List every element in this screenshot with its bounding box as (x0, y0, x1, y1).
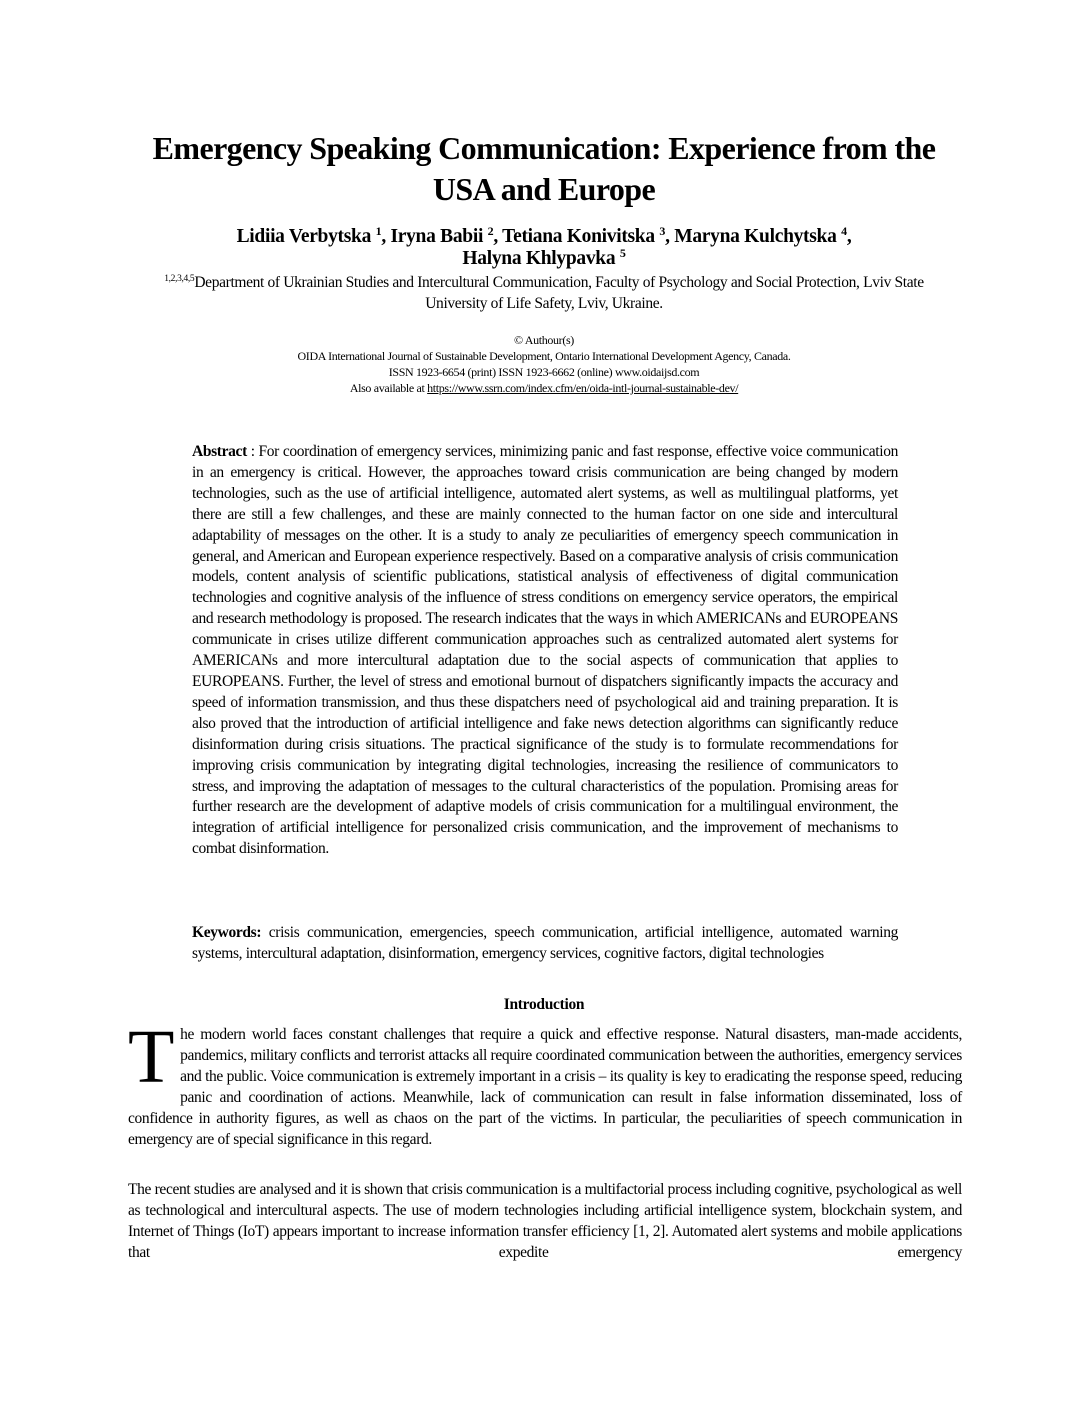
keywords-label: Keywords: (192, 924, 262, 941)
issn-line: ISSN 1923-6654 (print) ISSN 1923-6662 (online) www.oidaijsd.com (388, 365, 700, 379)
affiliation-markers: 1,2,3,4,5 (164, 274, 195, 284)
author: Maryna Kulchytska $^4$, (674, 224, 852, 247)
introduction-paragraph: The recent studies are analysed and it is shown that crisis communication is a multifactorial process including cognitive, psychological as well as technological and intercultural aspects. The use of modern technologies including artificial intelligence system, blockchain system, and Internet of Things (IoT) appears important to increase information transfer efficiency [1, 2]. Automated alert systems and mobile applications that expedite emergency (128, 1181, 962, 1261)
keywords (192, 923, 898, 965)
author: Iryna Babii $^2$, (390, 224, 503, 247)
author-list (130, 226, 958, 270)
abstract-label: Abstract (192, 443, 247, 460)
affiliation (150, 272, 938, 314)
affiliation-text: Department of Ukrainian Studies and Intercultural Communication, Faculty of Psychology and Social Protection, Lviv State University of Life Safety, Lviv, Ukraine. (194, 274, 924, 312)
publication-info (150, 332, 938, 396)
ssrn-link[interactable]: https://www.ssrn.com/index.cfm/en/oida-intl-journal-sustainable-dev/ (427, 381, 739, 395)
copyright-line: © Authour(s) (514, 333, 574, 347)
paper-title: Emergency Speaking Communication: Experience from the USA and Europe (152, 130, 936, 207)
drop-cap: T (128, 1015, 175, 1099)
section-heading-introduction: Introduction (503, 996, 585, 1013)
keywords-text: crisis communication, emergencies, speech communication, artificial intelligence, automated warning systems, intercultural adaptation, disinformation, emergency services, cognitive factors, digital technologies (192, 924, 898, 962)
author: Lidiia Verbytska $^1$, (236, 224, 391, 247)
author: Halyna Khlypavka $^5$ (462, 246, 626, 269)
abstract-text: For coordination of emergency services, minimizing panic and fast response, effective voice communication in an emergency is critical. However, the approaches toward crisis communication are being changed by modern technologies, such as the use of artificial intelligence, automated alert systems, as well as multilingual platforms, yet there are still a few challenges, and these are mainly connected to the human factor on one side and intercultural adaptability of messages on the other. It is a study to analy ze peculiarities of emergency speech communication in general, and American and European experience respectively. Based on a comparative analysis of crisis communication models, content analysis of scientific publications, statistical analysis of effectiveness of digital communication technologies and cognitive analysis of the influence of stress conditions on emergency service operators, the empirical and research methodology is proposed. The research indicates that the ways in which AMERICANs and EUROPEANS communicate in crises utilize different communication approaches such as centralized automated alert systems for AMERICANs and more intercultural adaptation due to the social aspects of communication that applies to EUROPEANS. Further, the level of stress and emotional burnout of dispatchers significantly impacts the accuracy and speed of information transmission, and thus these dispatchers need of psychological aid and training preparation. It is also proved that the introduction of artificial intelligence and fake news detection algorithms can significantly reduce disinformation during crisis situations. The practical significance of the study is to formulate recommendations for improving crisis communication by integrating digital technologies, increasing the resilience of communicators to stress, and improving the adaptation of messages to the cultural characteristics of the population. Promising areas for further research are the development of adaptive models of crisis communication for a multilingual environment, the integration of artificial intelligence for personalized crisis communication, and the improvement of mechanisms to combat disinformation. (192, 443, 898, 858)
availability-line: Also available at https://www.ssrn.com/index.cfm/en/oida-intl-journal-sustainable-dev/ (349, 381, 739, 395)
abstract: Abstract : For coordination of emergency services, minimizing panic and fast response, effective voice communication in an emergency is critical. However, the approaches toward crisis communication are being changed by modern technologies, such as the use of artificial intelligence, automated alert systems, as well as multilingual platforms, yet there are still a few challenges, and these are mainly connected to the human factor on one side and intercultural adaptability of messages on the other. It is a study to analy ze peculiarities of emergency speech communication in general, and American and European experience respectively. Based on a comparative analysis of crisis communication models, content analysis of scientific publications, statistical analysis of effectiveness of digital communication technologies and cognitive analysis of the influence of stress conditions on emergency service operators, the empirical and research methodology is proposed. The research indicates that the ways in which AMERICANs and EUROPEANS communicate in crises utilize different communication approaches such as centralized automated alert systems for AMERICANs and more intercultural adaptation due to the social aspects of communication that applies to EUROPEANS. Further, the level of stress and emotional burnout of dispatchers significantly impacts the accuracy and speed of information transmission, and thus these dispatchers need of psychological aid and training preparation. It is also proved that the introduction of artificial intelligence and fake news detection algorithms can significantly reduce disinformation during crisis situations. The practical significance of the study is to formulate recommendations for improving crisis communication by integrating digital technologies, increasing the resilience of communicators to stress, and improving the adaptation of messages to the cultural characteristics of the population. Promising areas for further research are the development of adaptive models of crisis communication for a multilingual environment, the integration of artificial intelligence for personalized crisis communication, and the improvement of mechanisms to combat disinformation. (192, 443, 898, 858)
journal-line: OIDA International Journal of Sustainable Development, Ontario International Development Agency, Canada. (297, 349, 791, 363)
author: Tetiana Konivitska $^3$, (502, 224, 675, 247)
introduction-paragraph: The modern world faces constant challenges that require a quick and effective response. Natural disasters, man-made accidents, pandemics, military conflicts and terrorist attacks all require coordinated communication between the authorities, emergency services and the public. Voice communication is extremely important in a crisis – its quality is key to eradicating the response speed, reducing panic and coordination of actions. Meanwhile, lack of communication can result in false information disseminated, loss of confidence in authority figures, as well as chaos on the part of the victims. In particular, the peculiarities of speech communication in emergency are of special significance in this regard. (128, 1015, 962, 1148)
